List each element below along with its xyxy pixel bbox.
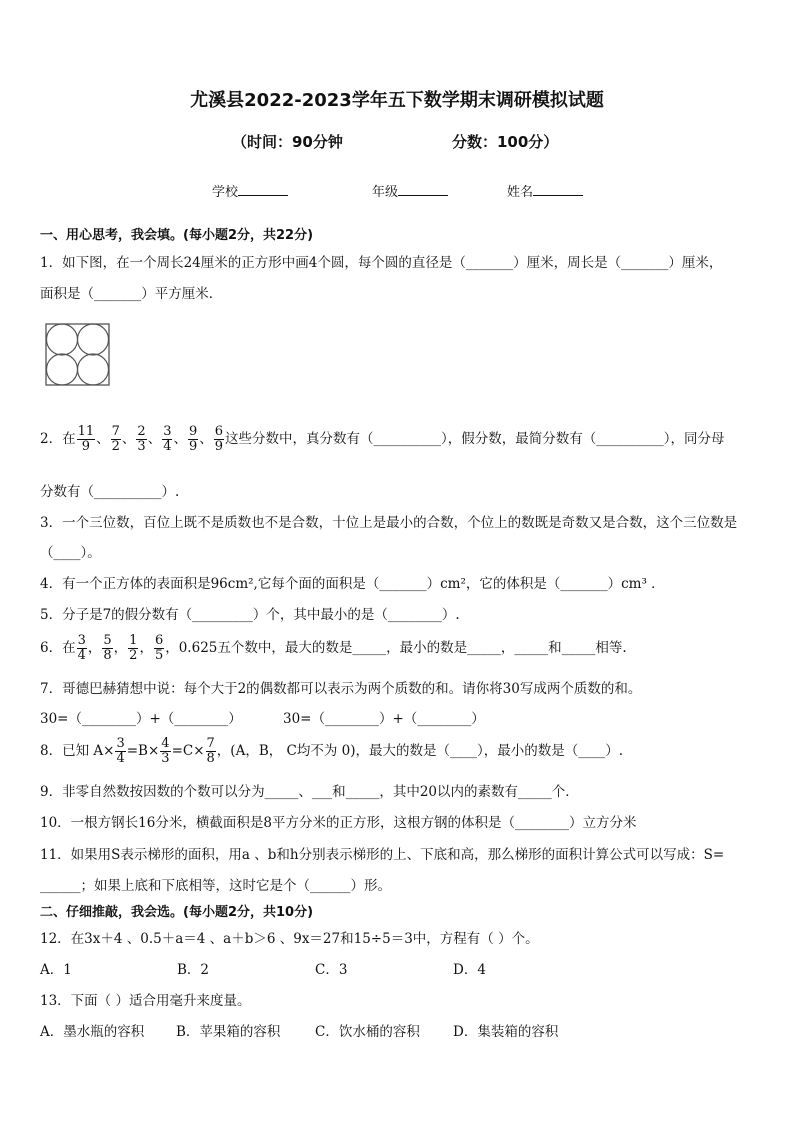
q2-sep: 、 (96, 431, 110, 447)
q6-frac-4-den: 5 (154, 648, 164, 663)
q6-frac-4-num: 6 (154, 633, 164, 648)
q2-line2: 分数有（__________）. (40, 484, 180, 500)
q13-option-d[interactable]: D．集装箱的容积 (453, 1024, 559, 1040)
q13-option-c[interactable]: C．饮水桶的容积 (315, 1024, 420, 1040)
q6-frac-1-num: 3 (77, 633, 86, 648)
q3-line1: 3．一个三位数，百位上既不是质数也不是合数，十位上是最小的合数，个位上的数既是奇数又是合数，这个三位数是 (40, 515, 738, 531)
q6-frac-2 (102, 634, 112, 663)
q8-frac-b (160, 737, 170, 766)
q6-frac-3 (128, 634, 138, 663)
name-blank[interactable] (533, 183, 583, 196)
school-field[interactable] (212, 181, 288, 200)
q2-frac-4-den: 4 (163, 439, 172, 454)
section-1-heading: 一、用心思考，我会填。(每小题2分，共22分) (40, 228, 314, 243)
q2-frac-6-den: 9 (214, 439, 224, 454)
q8-frac-c-den: 8 (206, 751, 215, 766)
q6-frac-1-den: 4 (77, 648, 86, 663)
q2-frac-4-num: 3 (163, 424, 172, 439)
q7-eq2: 30=（________）+（________） (283, 711, 485, 727)
q6-frac-1 (77, 634, 87, 663)
school-label: 学校 (212, 185, 239, 200)
q2-line1 (40, 420, 725, 458)
q6-sep: ， (113, 640, 128, 656)
q3-line2: （____）。 (40, 545, 101, 561)
q12-option-c[interactable]: C．3 (315, 962, 348, 978)
q2-frac-6 (214, 425, 224, 454)
exam-score: 分数：100分） (452, 133, 559, 151)
q2-frac-6-num: 6 (214, 424, 224, 439)
q2-sep: 、 (121, 431, 136, 447)
q2-sep: 、 (199, 431, 213, 447)
q5-text: 5．分子是7的假分数有（_________）个，其中最小的是（________）. (40, 607, 460, 623)
q7-eq1: 30=（________）+（________） (40, 711, 242, 727)
q6-line (40, 630, 627, 666)
name-field[interactable] (507, 181, 583, 200)
q2-frac-5-num: 9 (188, 424, 198, 439)
q9-text: 9．非零自然数按因数的个数可以分为_____、___和_____，其中20以内的素数有_____个． (40, 784, 579, 800)
q2-frac-3-den: 3 (137, 439, 146, 454)
circle-bottom-right (78, 354, 109, 385)
q6-suffix: ，0.625五个数中，最大的数是_____，最小的数是_____，_____和_____相等. (165, 640, 627, 656)
q8-frac-b-num: 4 (161, 736, 170, 751)
q8-suffix: ，(A，B， C均不为 0)，最大的数是（____），最小的数是（____）. (216, 743, 624, 759)
q2-sep: 、 (147, 431, 162, 447)
q2-frac-2-den: 2 (111, 439, 120, 454)
q1-line2: 面积是（_______）平方厘米． (40, 286, 223, 302)
q11-line2: ______；如果上底和下底相等，这时它是个（______）形。 (40, 878, 391, 894)
q12-text: 12．在3x＋4 、0.5＋a＝4 、a＋b＞6 、9x＝27和15÷5＝3中，方程有（ ）个。 (40, 931, 539, 947)
q2-frac-5-den: 9 (188, 439, 198, 454)
q6-sep: ， (87, 640, 102, 656)
four-circles-figure (45, 323, 110, 386)
q2-frac-2 (111, 425, 121, 454)
grade-blank[interactable] (398, 183, 448, 196)
square-outline (46, 324, 109, 385)
q2-frac-2-num: 7 (111, 424, 120, 439)
circle-bottom-left (47, 354, 78, 385)
q6-frac-3-num: 1 (129, 633, 138, 648)
q8-frac-c-num: 7 (206, 736, 215, 751)
q8-line (40, 733, 623, 769)
q4-text: 4．有一个正方体的表面积是96cm²,它每个面的面积是（_______）cm²，它的体积是（_______）cm³ ． (40, 576, 665, 592)
circle-top-right (78, 324, 109, 355)
q2-frac-4 (162, 425, 172, 454)
exam-time: （时间：90分钟 (232, 133, 343, 151)
grade-field[interactable] (372, 181, 448, 200)
q8-mid2: =C× (171, 743, 205, 759)
name-label: 姓名 (507, 185, 534, 200)
q12-option-d[interactable]: D．4 (453, 962, 486, 978)
q8-frac-c (206, 737, 216, 766)
q8-frac-a-num: 3 (116, 736, 125, 751)
q6-prefix: 6．在 (40, 640, 76, 656)
school-blank[interactable] (238, 183, 288, 196)
q6-frac-3-den: 2 (129, 648, 138, 663)
q2-frac-3-num: 2 (137, 424, 146, 439)
q11-line1: 11．如果用S表示梯形的面积，用a 、b和h分别表示梯形的上、下底和高，那么梯形的面积计算公式可以写成：S= (40, 847, 725, 863)
q6-frac-2-num: 5 (103, 633, 112, 648)
q6-sep: ， (139, 640, 153, 656)
q2-frac-1-den: 9 (81, 439, 90, 454)
q2-frac-5 (188, 425, 198, 454)
q2-frac-1 (77, 425, 96, 454)
q12-option-a[interactable]: A．1 (40, 962, 72, 978)
q13-option-a[interactable]: A．墨水瓶的容积 (40, 1024, 145, 1040)
q2-sep: 、 (173, 431, 187, 447)
q2-frac-1-num: 11 (77, 424, 95, 439)
page-title: 尤溪县2022-2023学年五下数学期末调研模拟试题 (190, 90, 604, 111)
section-2-heading: 二、仔细推敲，我会选。(每小题2分，共10分) (40, 905, 314, 920)
q6-frac-4 (154, 634, 164, 663)
q10-text: 10．一根方钢长16分米，横截面积是8平方分米的正方形，这根方钢的体积是（________）立方分米 (40, 815, 637, 831)
q2-frac-3 (136, 425, 146, 454)
circle-top-left (47, 324, 78, 355)
q13-text: 13．下面（ ）适合用毫升来度量。 (40, 993, 251, 1009)
q8-frac-a-den: 4 (116, 751, 125, 766)
q8-frac-b-den: 3 (161, 751, 170, 766)
q8-frac-a (115, 737, 125, 766)
grade-label: 年级 (372, 185, 399, 200)
q2-suffix: 这些分数中，真分数有（__________），假分数，最简分数有（__________），同分母 (225, 431, 725, 447)
q2-prefix: 2．在 (40, 431, 76, 447)
q8-mid1: =B× (126, 743, 160, 759)
q6-frac-2-den: 8 (103, 648, 112, 663)
q1-line1: 1．如下图，在一个周长24厘米的正方形中画4个圆，每个圆的直径是（_______）厘米，周长是（_______）厘米， (40, 255, 723, 271)
q8-prefix: 8．已知 A× (40, 743, 115, 759)
q7-line1: 7．哥德巴赫猜想中说：每个大于2的偶数都可以表示为两个质数的和。请你将30写成两个质数的和。 (40, 681, 642, 697)
q12-option-b[interactable]: B．2 (177, 962, 210, 978)
q13-option-b[interactable]: B．苹果箱的容积 (176, 1024, 281, 1040)
